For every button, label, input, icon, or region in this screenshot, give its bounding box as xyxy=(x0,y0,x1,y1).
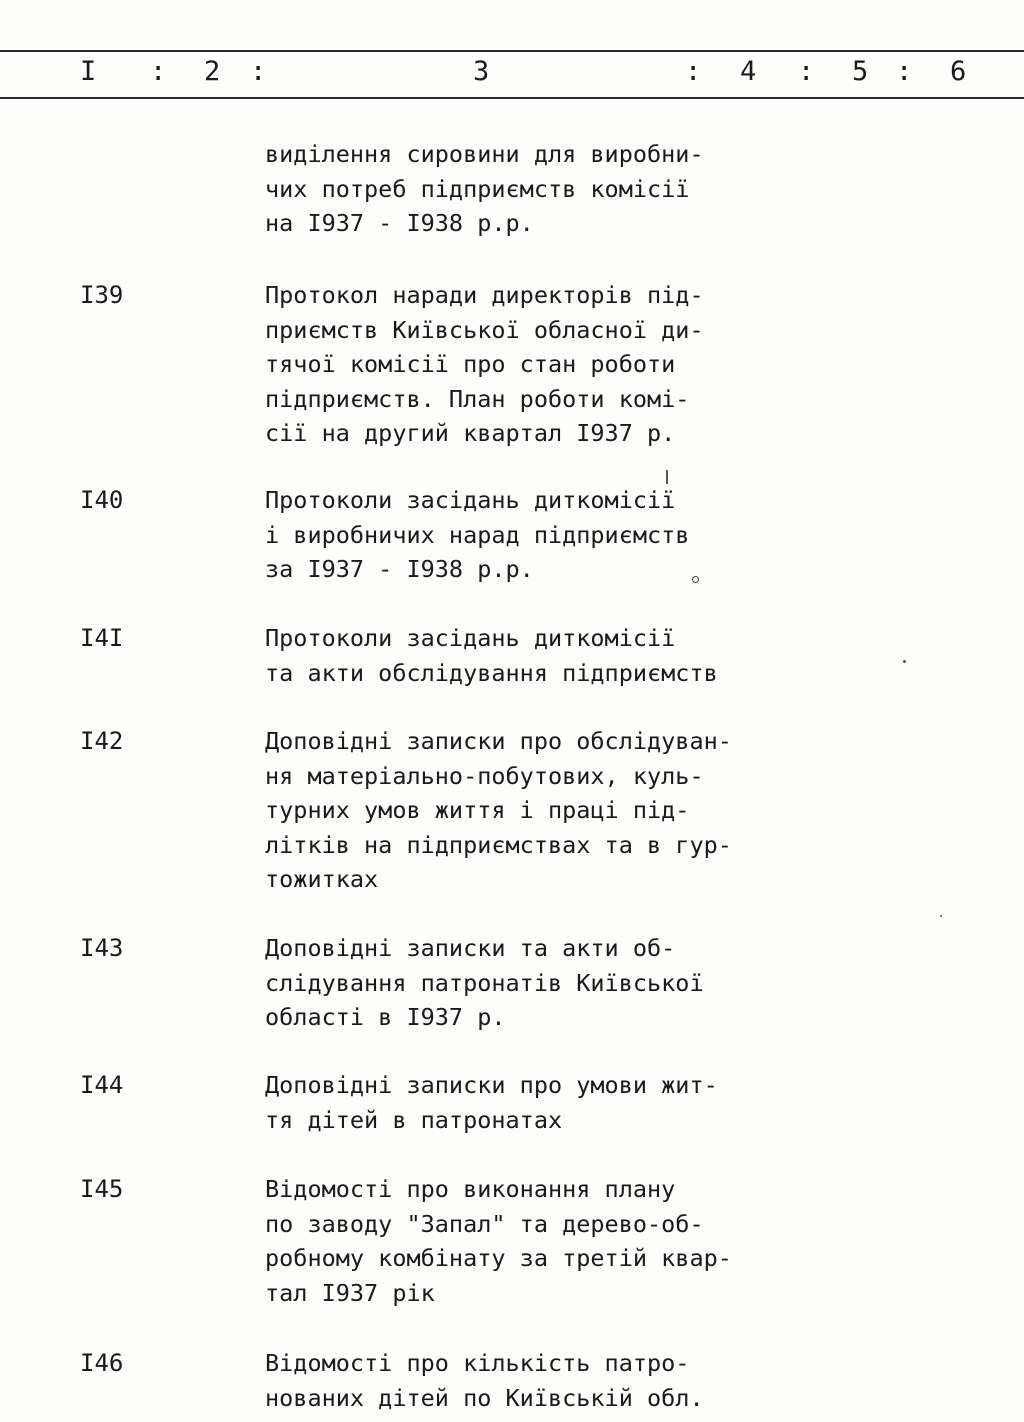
description-line: по заводу "Запал" та дерево-об- xyxy=(265,1209,704,1238)
description-line: приємств Київської обласної ди- xyxy=(265,315,704,344)
entry-description xyxy=(265,1172,765,1310)
description-line: і виробничих нарад підприємств xyxy=(265,520,690,549)
entry-number: І39 xyxy=(80,281,124,309)
column-separator: : xyxy=(896,56,913,87)
column-header-5: 5 xyxy=(852,56,869,87)
entry-description xyxy=(265,278,765,451)
column-header-3: 3 xyxy=(473,56,490,87)
column-header-4: 4 xyxy=(740,56,757,87)
entry-description xyxy=(265,1068,765,1137)
description-line: підприємств. План роботи комі- xyxy=(265,384,690,413)
description-line: слідування патронатів Київської xyxy=(265,968,704,997)
description-line: літків на підприємствах та в гур- xyxy=(265,830,732,859)
description-line: Доповідні записки та акти об- xyxy=(265,934,676,962)
scan-speck xyxy=(666,470,668,484)
header-top-rule xyxy=(0,50,1024,52)
description-line: Відомості про виконання плану xyxy=(265,1175,676,1203)
entry-number: І40 xyxy=(80,486,124,514)
description-line: Відомості про кількість патро- xyxy=(265,1349,690,1377)
entry-number: І45 xyxy=(80,1175,124,1203)
entry-description xyxy=(265,724,765,897)
description-line: тячої комісії про стан роботи xyxy=(265,350,676,378)
scan-speck xyxy=(940,915,942,917)
column-separator: : xyxy=(250,56,267,87)
column-separator: : xyxy=(150,56,167,87)
description-line: Доповідні записки про обслідуван- xyxy=(265,727,732,755)
description-line: сії на другий квартал І937 р. xyxy=(265,419,676,447)
column-separator: : xyxy=(798,56,815,87)
description-line: тя дітей в патронатах xyxy=(265,1105,563,1134)
entry-number: І42 xyxy=(80,727,124,755)
entry-description xyxy=(265,621,765,690)
entry-description xyxy=(265,931,765,1035)
column-separator: : xyxy=(685,56,702,87)
scan-speck xyxy=(903,660,906,663)
entry-number: І46 xyxy=(80,1349,124,1377)
column-header-6: 6 xyxy=(950,56,967,87)
scan-speck xyxy=(692,576,699,583)
description-line: та акти обслідування підприємств xyxy=(265,658,718,687)
description-line: області в І937 р. xyxy=(265,1003,506,1031)
entry-number: І4І xyxy=(80,624,124,652)
continuation-description xyxy=(265,137,765,241)
header-bottom-rule xyxy=(0,97,1024,99)
entry-description xyxy=(265,1346,765,1415)
description-line: Протокол наради директорів під- xyxy=(265,281,704,309)
description-line: тожитках xyxy=(265,865,379,893)
description-line: чих потреб підприємств комісії xyxy=(265,174,690,203)
column-header-2: 2 xyxy=(204,56,221,87)
description-line: Протоколи засідань диткомісії xyxy=(265,624,676,652)
description-line: на І937 - І938 р.р. xyxy=(265,209,534,237)
description-line: Протоколи засідань диткомісії xyxy=(265,486,676,514)
description-line: Доповідні записки про умови жит- xyxy=(265,1071,718,1099)
description-line: нованих дітей по Київській обл. xyxy=(265,1383,704,1412)
description-line: виділення сировини для виробни- xyxy=(265,140,704,168)
description-line: тал І937 рік xyxy=(265,1278,435,1307)
entry-description xyxy=(265,483,765,587)
description-line: за І937 - І938 р.р. xyxy=(265,555,534,583)
column-header-1: I xyxy=(80,56,97,87)
entry-number: І44 xyxy=(80,1071,124,1099)
description-line: ня матеріально-побутових, куль- xyxy=(265,761,704,790)
description-line: робному комбінату за третій квар- xyxy=(265,1244,732,1272)
entry-number: І43 xyxy=(80,934,124,962)
description-line: турних умов життя і праці під- xyxy=(265,796,690,824)
